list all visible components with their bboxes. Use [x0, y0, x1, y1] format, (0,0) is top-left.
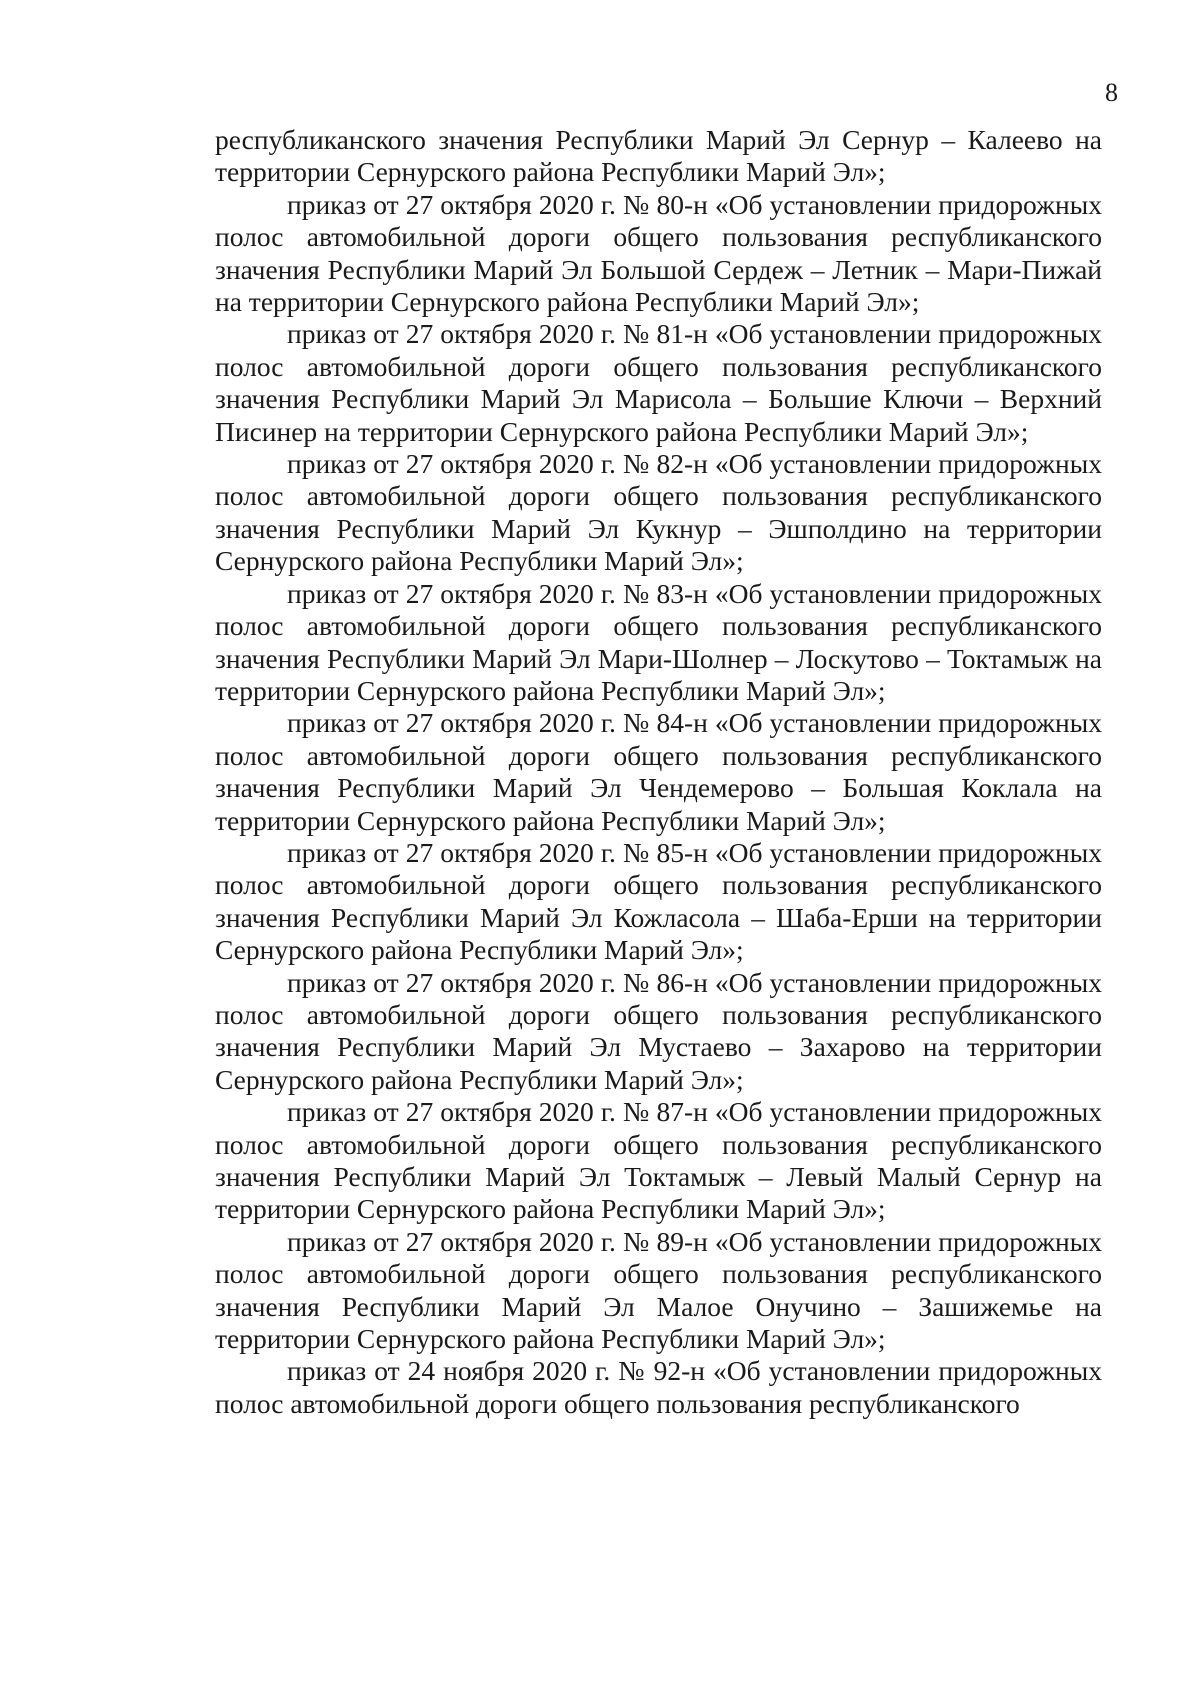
- paragraph-order-89: приказ от 27 октября 2020 г. № 89-н «Об установлении придорожных полос автомобильной дороги общего пользования республиканского значения Республики Марий Эл Малое Онучино – Зашижемье на территории Сернурского района Республики Марий Эл»;: [215, 1225, 1102, 1355]
- paragraph-order-86: приказ от 27 октября 2020 г. № 86-н «Об установлении придорожных полос автомобильной дороги общего пользования республиканского значения Республики Марий Эл Мустаево – Захарово на территории Сернурского района Республики Марий Эл»;: [215, 966, 1102, 1095]
- page-number: 8: [1105, 78, 1118, 107]
- paragraph-order-82: приказ от 27 октября 2020 г. № 82-н «Об установлении придорожных полос автомобильной дороги общего пользования республиканского значения Республики Марий Эл Кукнур – Эшполдино на территории Сернурского района Республики Марий Эл»;: [215, 448, 1102, 577]
- paragraph-continuation: республиканского значения Республики Марий Эл Сернур – Калеево на территории Сернурского района Республики Марий Эл»;: [215, 124, 1102, 188]
- paragraph-order-85: приказ от 27 октября 2020 г. № 85-н «Об установлении придорожных полос автомобильной дороги общего пользования республиканского значения Республики Марий Эл Кожласола – Шаба-Ерши на территории Сернурского района Республики Марий Эл»;: [215, 836, 1102, 966]
- paragraph-order-92: приказ от 24 ноября 2020 г. № 92-н «Об установлении придорожных полос автомобильной дороги общего пользования республиканского: [215, 1355, 1102, 1419]
- paragraph-order-84: приказ от 27 октября 2020 г. № 84-н «Об установлении придорожных полос автомобильной дороги общего пользования республиканского значения Республики Марий Эл Чендемерово – Большая Коклала на территории Сернурского района Республики Марий Эл»;: [215, 707, 1102, 836]
- paragraph-order-80: приказ от 27 октября 2020 г. № 80-н «Об установлении придорожных полос автомобильной дороги общего пользования республиканского значения Республики Марий Эл Большой Сердеж – Летник – Мари-Пижай на территории Сернурского района Республики Марий Эл»;: [215, 188, 1102, 318]
- document-body: [215, 124, 1102, 1420]
- paragraph-order-81: приказ от 27 октября 2020 г. № 81-н «Об установлении придорожных полос автомобильной дороги общего пользования республиканского значения Республики Марий Эл Марисола – Большие Ключи – Верхний Писинер на территории Сернурского района Республики Марий Эл»;: [215, 318, 1102, 447]
- paragraph-order-87: приказ от 27 октября 2020 г. № 87-н «Об установлении придорожных полос автомобильной дороги общего пользования республиканского значения Республики Марий Эл Токтамыж – Левый Малый Сернур на территории Сернурского района Республики Марий Эл»;: [215, 1096, 1102, 1225]
- paragraph-order-83: приказ от 27 октября 2020 г. № 83-н «Об установлении придорожных полос автомобильной дороги общего пользования республиканского значения Республики Марий Эл Мари-Шолнер – Лоскутово – Токтамыж на территории Сернурского района Республики Марий Эл»;: [215, 577, 1102, 706]
